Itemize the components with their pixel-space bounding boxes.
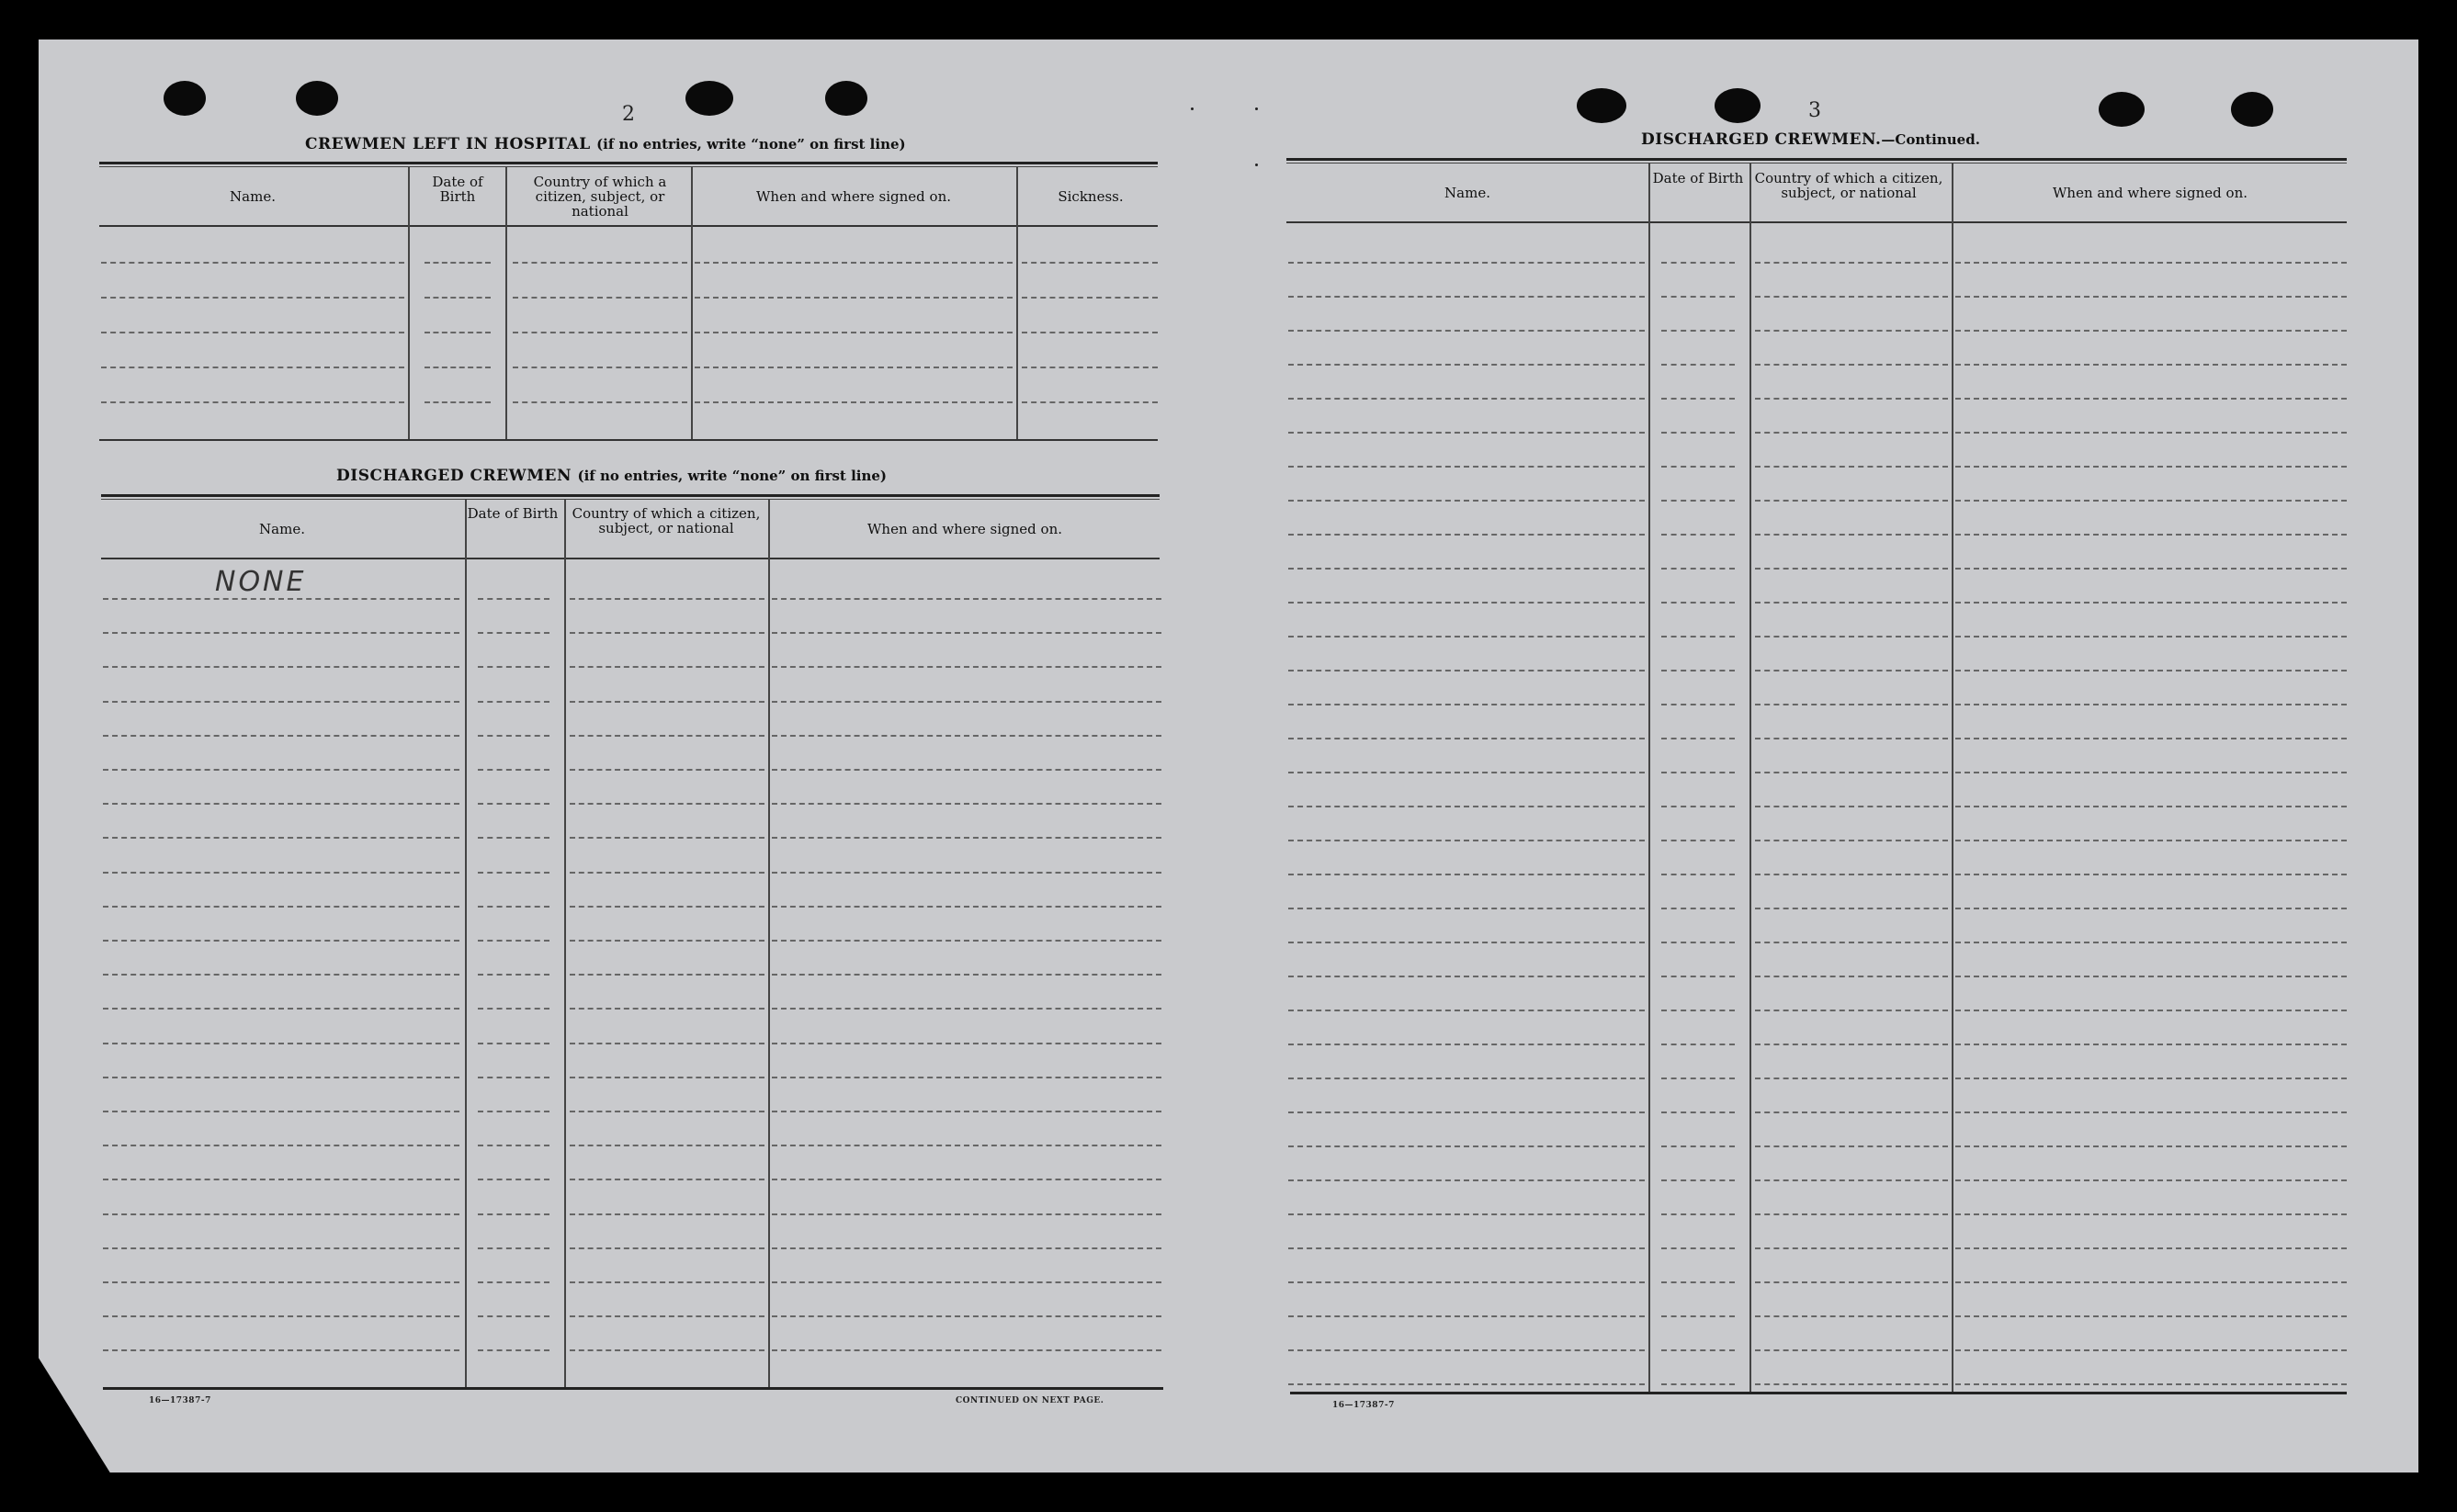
- entry-line: [103, 803, 459, 805]
- entry-line: [1755, 942, 1948, 943]
- entry-line: [1288, 432, 1645, 434]
- document-sheet: [39, 39, 2418, 1473]
- entry-line: [570, 666, 764, 668]
- entry-line: [1755, 466, 1948, 468]
- entry-line: [1955, 1315, 2347, 1317]
- entry-line: [513, 297, 687, 299]
- entry-line: [1955, 296, 2347, 298]
- entry-line: [478, 906, 549, 908]
- entry-line: [1955, 602, 2347, 604]
- entry-line: [101, 332, 404, 333]
- right-col-signed: When and where signed on.: [2052, 185, 2248, 201]
- entry-line: [1755, 840, 1948, 841]
- entry-line: [1955, 806, 2347, 807]
- entry-line: [772, 769, 1161, 771]
- entry-line: [1288, 1349, 1645, 1351]
- entry-line: [1755, 1281, 1948, 1283]
- entry-line: [1955, 670, 2347, 671]
- entry-line: [103, 701, 459, 703]
- entry-line: [1661, 738, 1735, 739]
- entry-line: [103, 666, 459, 668]
- entry-line: [1661, 432, 1735, 434]
- punch-hole: [685, 81, 733, 116]
- continued-note: CONTINUED ON NEXT PAGE.: [956, 1396, 1104, 1405]
- entry-line: [1288, 568, 1645, 570]
- entry-line: [1661, 1315, 1735, 1317]
- entry-line: [103, 769, 459, 771]
- entry-line: [772, 1145, 1161, 1146]
- entry-line: [1955, 874, 2347, 875]
- entry-line: [103, 1145, 459, 1146]
- discharged-col-signed: When and where signed on.: [866, 521, 1062, 537]
- entry-line: [103, 1043, 459, 1044]
- entry-line: [1755, 636, 1948, 638]
- entry-line: [1661, 670, 1735, 671]
- entry-line: [695, 367, 1013, 368]
- entry-line: [1955, 1349, 2347, 1351]
- entry-line: [478, 1281, 549, 1283]
- discharged-col-country: Country of which a citizen, subject, or national: [572, 505, 761, 536]
- entry-line: [103, 974, 459, 976]
- entry-line: [1288, 1315, 1645, 1317]
- entry-line: [1755, 1213, 1948, 1215]
- entry-line: [1955, 1247, 2347, 1249]
- entry-line: [1288, 738, 1645, 739]
- entry-line: [1955, 1383, 2347, 1385]
- entry-line: [1755, 670, 1948, 671]
- entry-line: [478, 701, 549, 703]
- entry-line: [478, 632, 549, 634]
- entry-line: [570, 632, 764, 634]
- entry-line: [1755, 1145, 1948, 1147]
- right-title-continued: —Continued.: [1881, 131, 1980, 148]
- entry-line: [513, 367, 687, 368]
- entry-line: [1755, 398, 1948, 400]
- entry-line: [1661, 602, 1735, 604]
- entry-line: [1955, 738, 2347, 739]
- entry-line: [1022, 332, 1158, 333]
- entry-line: [1755, 772, 1948, 773]
- entry-line: [478, 598, 549, 600]
- entry-line: [570, 1349, 764, 1351]
- entry-line: [478, 769, 549, 771]
- entry-line: [1661, 398, 1735, 400]
- entry-line: [103, 1179, 459, 1180]
- entry-line: [1288, 908, 1645, 909]
- entry-line: [772, 735, 1161, 737]
- entry-line: [101, 297, 404, 299]
- entry-line: [1955, 398, 2347, 400]
- entry-line: [1955, 636, 2347, 638]
- entry-line: [772, 1315, 1161, 1317]
- punch-hole: [2099, 92, 2145, 127]
- entry-line: [1661, 806, 1735, 807]
- entry-line: [478, 837, 549, 839]
- entry-line: [1288, 976, 1645, 977]
- entry-line: [425, 401, 491, 403]
- entry-line: [1661, 1044, 1735, 1045]
- entry-line: [1661, 364, 1735, 366]
- entry-line: [1661, 534, 1735, 536]
- entry-line: [570, 1281, 764, 1283]
- entry-line: [1755, 1315, 1948, 1317]
- entry-line: [1661, 1010, 1735, 1011]
- entry-line: [1288, 330, 1645, 332]
- entry-line: [1955, 500, 2347, 502]
- entry-line: [570, 1179, 764, 1180]
- entry-line: [101, 367, 404, 368]
- entry-line: [103, 1247, 459, 1249]
- entry-line: [1288, 1213, 1645, 1215]
- entry-line: [1661, 908, 1735, 909]
- right-section-title: [1641, 130, 1980, 149]
- entry-line: [1661, 1078, 1735, 1079]
- discharged-col-name: Name.: [259, 521, 305, 537]
- entry-line: [513, 332, 687, 333]
- entry-line: [478, 1008, 549, 1010]
- entry-line: [1661, 636, 1735, 638]
- entry-line: [103, 1281, 459, 1283]
- entry-line: [1955, 840, 2347, 841]
- entry-line: [1288, 1111, 1645, 1113]
- entry-line: [772, 1213, 1161, 1215]
- entry-line: [478, 940, 549, 942]
- entry-line: [1288, 1044, 1645, 1045]
- hospital-col-name: Name.: [230, 188, 276, 205]
- entry-line: [570, 1043, 764, 1044]
- entry-line: [570, 803, 764, 805]
- entry-line: [1288, 942, 1645, 943]
- entry-line: [425, 262, 491, 264]
- discharged-title-note: (if no entries, write “none” on first line): [577, 468, 888, 484]
- entry-line: [478, 1111, 549, 1112]
- entry-line: [103, 735, 459, 737]
- hospital-section-title: [305, 135, 906, 153]
- entry-line: [1661, 1281, 1735, 1283]
- entry-line: [1288, 602, 1645, 604]
- right-col-name: Name.: [1444, 185, 1490, 201]
- entry-line: [103, 1349, 459, 1351]
- entry-line: [570, 940, 764, 942]
- entry-line: [1288, 296, 1645, 298]
- entry-line: [1022, 297, 1158, 299]
- entry-line: [1755, 806, 1948, 807]
- entry-line: [570, 1247, 764, 1249]
- punch-hole: [825, 81, 867, 116]
- entry-line: [1288, 262, 1645, 264]
- entry-line: [425, 297, 491, 299]
- entry-line: [1955, 1078, 2347, 1079]
- entry-line: [425, 367, 491, 368]
- entry-line: [695, 262, 1013, 264]
- entry-line: [103, 872, 459, 874]
- entry-line: [478, 803, 549, 805]
- entry-line: [1661, 772, 1735, 773]
- entry-line: [1022, 367, 1158, 368]
- entry-line: [570, 1315, 764, 1317]
- entry-line: [772, 940, 1161, 942]
- entry-line: [513, 262, 687, 264]
- entry-line: [478, 1213, 549, 1215]
- entry-line: [1755, 1044, 1948, 1045]
- entry-line: [1661, 1213, 1735, 1215]
- entry-line: [103, 940, 459, 942]
- entry-line: [695, 297, 1013, 299]
- hospital-title-text: CREWMEN LEFT IN HOSPITAL: [305, 135, 591, 153]
- entry-line: [570, 1077, 764, 1078]
- entry-line: [772, 1043, 1161, 1044]
- entry-line: [1022, 262, 1158, 264]
- entry-line: [1022, 401, 1158, 403]
- entry-line: [1288, 1179, 1645, 1181]
- punch-hole: [164, 81, 206, 116]
- entry-line: [478, 872, 549, 874]
- entry-line: [101, 262, 404, 264]
- page-number-right: 3: [1808, 99, 1821, 122]
- discharged-col-dob: Date of Birth: [467, 505, 559, 522]
- entry-line: [1955, 1145, 2347, 1147]
- punch-hole: [1715, 88, 1761, 123]
- entry-line: [1661, 296, 1735, 298]
- entry-line: [1755, 976, 1948, 977]
- entry-line: [103, 1077, 459, 1078]
- entry-line: [1288, 398, 1645, 400]
- entry-line: [570, 1145, 764, 1146]
- entry-line: [1955, 1044, 2347, 1045]
- entry-line: [570, 974, 764, 976]
- entry-line: [1661, 262, 1735, 264]
- entry-line: [1661, 874, 1735, 875]
- entry-line: [1288, 874, 1645, 875]
- entry-line: [1288, 534, 1645, 536]
- page-number-left: 2: [622, 103, 635, 126]
- hospital-col-dob: Date of Birth: [432, 174, 483, 205]
- entry-line: [1661, 1247, 1735, 1249]
- entry-line: [1755, 262, 1948, 264]
- entry-line: [1955, 330, 2347, 332]
- entry-line: [1288, 840, 1645, 841]
- entry-line: [772, 1247, 1161, 1249]
- entry-line: [1661, 568, 1735, 570]
- right-col-dob: Date of Birth: [1652, 170, 1744, 186]
- handwritten-entry: NONE: [215, 566, 307, 598]
- entry-line: [478, 735, 549, 737]
- entry-line: [570, 1008, 764, 1010]
- entry-line: [772, 1179, 1161, 1180]
- punch-hole: [296, 81, 338, 116]
- entry-line: [1661, 1145, 1735, 1147]
- entry-line: [772, 701, 1161, 703]
- entry-line: [1955, 942, 2347, 943]
- entry-line: [1755, 500, 1948, 502]
- entry-line: [1755, 1179, 1948, 1181]
- entry-line: [103, 1213, 459, 1215]
- entry-line: [695, 332, 1013, 333]
- entry-line: [1955, 704, 2347, 705]
- entry-line: [772, 906, 1161, 908]
- entry-line: [1955, 1179, 2347, 1181]
- hospital-title-note: (if no entries, write “none” on first line): [596, 136, 906, 152]
- punch-hole: [2231, 92, 2273, 127]
- entry-line: [1755, 1349, 1948, 1351]
- entry-line: [103, 1315, 459, 1317]
- entry-line: [478, 1247, 549, 1249]
- discharged-section-title: [336, 467, 887, 485]
- entry-line: [103, 837, 459, 839]
- entry-line: [1661, 1179, 1735, 1181]
- form-number-left: 16—17387-7: [149, 1396, 211, 1405]
- discharged-title-text: DISCHARGED CREWMEN: [336, 467, 572, 485]
- entry-line: [478, 1179, 549, 1180]
- entry-line: [1288, 1010, 1645, 1011]
- entry-line: [772, 1077, 1161, 1078]
- entry-line: [1288, 636, 1645, 638]
- entry-line: [570, 1213, 764, 1215]
- entry-line: [478, 1077, 549, 1078]
- entry-line: [478, 1145, 549, 1146]
- entry-line: [1755, 534, 1948, 536]
- entry-line: [103, 906, 459, 908]
- entry-line: [570, 701, 764, 703]
- entry-line: [1755, 364, 1948, 366]
- entry-line: [1755, 432, 1948, 434]
- entry-line: [772, 803, 1161, 805]
- entry-line: [570, 906, 764, 908]
- entry-line: [1661, 1349, 1735, 1351]
- right-col-country: Country of which a citizen, subject, or national: [1754, 170, 1943, 201]
- entry-line: [1955, 1281, 2347, 1283]
- entry-line: [1955, 534, 2347, 536]
- entry-line: [1755, 1383, 1948, 1385]
- entry-line: [1288, 772, 1645, 773]
- entry-line: [1955, 466, 2347, 468]
- entry-line: [772, 666, 1161, 668]
- hospital-col-signed: When and where signed on.: [755, 188, 951, 205]
- entry-line: [1955, 364, 2347, 366]
- entry-line: [1955, 1213, 2347, 1215]
- entry-line: [1288, 1281, 1645, 1283]
- entry-line: [1288, 704, 1645, 705]
- entry-line: [570, 598, 764, 600]
- entry-line: [772, 1008, 1161, 1010]
- entry-line: [1288, 1145, 1645, 1147]
- entry-line: [1755, 1078, 1948, 1079]
- entry-line: [1288, 466, 1645, 468]
- entry-line: [570, 1111, 764, 1112]
- entry-line: [1955, 1111, 2347, 1113]
- entry-line: [1955, 772, 2347, 773]
- hospital-top-rule: [99, 162, 1158, 164]
- entry-line: [1955, 432, 2347, 434]
- entry-line: [1955, 976, 2347, 977]
- entry-line: [1288, 500, 1645, 502]
- entry-line: [1288, 1078, 1645, 1079]
- entry-line: [772, 632, 1161, 634]
- entry-line: [570, 872, 764, 874]
- entry-line: [1755, 704, 1948, 705]
- entry-line: [570, 837, 764, 839]
- entry-line: [1661, 976, 1735, 977]
- entry-line: [772, 872, 1161, 874]
- entry-line: [695, 401, 1013, 403]
- entry-line: [772, 1349, 1161, 1351]
- entry-line: [1661, 330, 1735, 332]
- entry-line: [513, 401, 687, 403]
- entry-line: [1288, 364, 1645, 366]
- entry-line: [1288, 1383, 1645, 1385]
- entry-line: [1755, 1111, 1948, 1113]
- entry-line: [1661, 704, 1735, 705]
- right-title-text: DISCHARGED CREWMEN.: [1641, 130, 1882, 149]
- entry-line: [1661, 840, 1735, 841]
- entry-line: [1288, 670, 1645, 671]
- hospital-col-sickness: Sickness.: [1058, 188, 1124, 205]
- entry-line: [570, 769, 764, 771]
- entry-line: [103, 1111, 459, 1112]
- entry-line: [772, 1281, 1161, 1283]
- entry-line: [1755, 568, 1948, 570]
- entry-line: [1955, 262, 2347, 264]
- entry-line: [1955, 568, 2347, 570]
- entry-line: [772, 974, 1161, 976]
- entry-line: [1755, 602, 1948, 604]
- entry-line: [1755, 1010, 1948, 1011]
- entry-line: [1755, 296, 1948, 298]
- entry-line: [772, 837, 1161, 839]
- entry-line: [1755, 908, 1948, 909]
- entry-line: [478, 974, 549, 976]
- entry-line: [772, 598, 1161, 600]
- entry-line: [478, 1315, 549, 1317]
- entry-line: [1755, 1247, 1948, 1249]
- entry-line: [1955, 908, 2347, 909]
- entry-line: [570, 735, 764, 737]
- entry-line: [1661, 466, 1735, 468]
- entry-line: [772, 1111, 1161, 1112]
- entry-line: [478, 666, 549, 668]
- punch-hole: [1577, 88, 1626, 123]
- entry-line: [478, 1349, 549, 1351]
- entry-line: [478, 1043, 549, 1044]
- entry-line: [1755, 874, 1948, 875]
- entry-line: [1661, 942, 1735, 943]
- entry-line: [1661, 1383, 1735, 1385]
- hospital-col-country: Country of which a citizen, subject, or national: [533, 174, 667, 220]
- form-number-right: 16—17387-7: [1332, 1401, 1395, 1410]
- entry-line: [101, 401, 404, 403]
- entry-line: [1661, 1111, 1735, 1113]
- entry-line: [1755, 738, 1948, 739]
- entry-line: [1661, 500, 1735, 502]
- entry-line: [425, 332, 491, 333]
- entry-line: [103, 598, 459, 600]
- entry-line: [103, 632, 459, 634]
- entry-line: [1288, 1247, 1645, 1249]
- entry-line: [1755, 330, 1948, 332]
- entry-line: [1955, 1010, 2347, 1011]
- entry-line: [103, 1008, 459, 1010]
- entry-line: [1288, 806, 1645, 807]
